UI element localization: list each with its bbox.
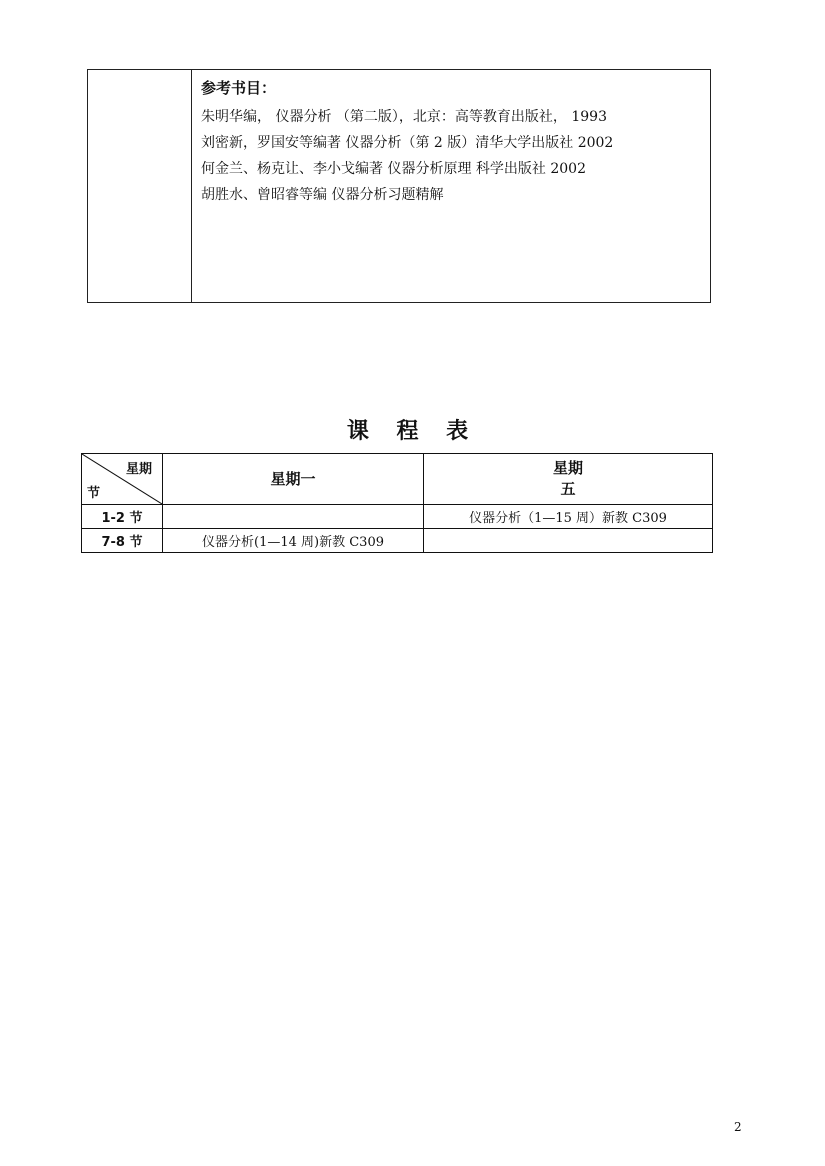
friday-cell bbox=[424, 529, 713, 553]
table-row bbox=[82, 505, 713, 529]
monday-cell bbox=[163, 505, 424, 529]
references-heading: 参考书目： bbox=[201, 79, 277, 97]
references-label-cell bbox=[88, 70, 192, 303]
references-table bbox=[87, 69, 711, 303]
reference-line-3: 何金兰、杨克让、李小戈编著 仪器分析原理 科学出版社 2002 bbox=[201, 161, 586, 177]
header-friday-line-2: 五 bbox=[560, 480, 576, 498]
header-friday-line-1: 星期 bbox=[552, 459, 583, 477]
header-monday: 星期一 bbox=[163, 454, 424, 505]
corner-period-label: 节 bbox=[87, 486, 101, 501]
friday-cell: 仪器分析（1—15 周）新教 C309 bbox=[424, 505, 713, 529]
page-number: 2 bbox=[734, 1120, 742, 1134]
reference-line-2: 刘密新，罗国安等编著 仪器分析（第 2 版）清华大学出版社 2002 bbox=[201, 135, 614, 151]
period-cell: 7-8 节 bbox=[82, 529, 163, 553]
references-content-cell bbox=[192, 70, 711, 303]
table-row bbox=[82, 529, 713, 553]
corner-weekday-label: 星期 bbox=[125, 462, 152, 477]
reference-line-4: 胡胜水、曾昭睿等编 仪器分析习题精解 bbox=[201, 187, 444, 203]
reference-line-1: 朱明华编， 仪器分析 （第二版），北京：高等教育出版社， 1993 bbox=[201, 109, 607, 125]
header-friday bbox=[424, 454, 713, 505]
monday-cell: 仪器分析(1—14 周)新教 C309 bbox=[163, 529, 424, 553]
schedule-corner-cell bbox=[82, 454, 163, 505]
schedule-title: 课 程 表 bbox=[346, 419, 479, 444]
schedule-table bbox=[81, 453, 713, 553]
period-cell: 1-2 节 bbox=[82, 505, 163, 529]
schedule-header-row bbox=[82, 454, 713, 505]
